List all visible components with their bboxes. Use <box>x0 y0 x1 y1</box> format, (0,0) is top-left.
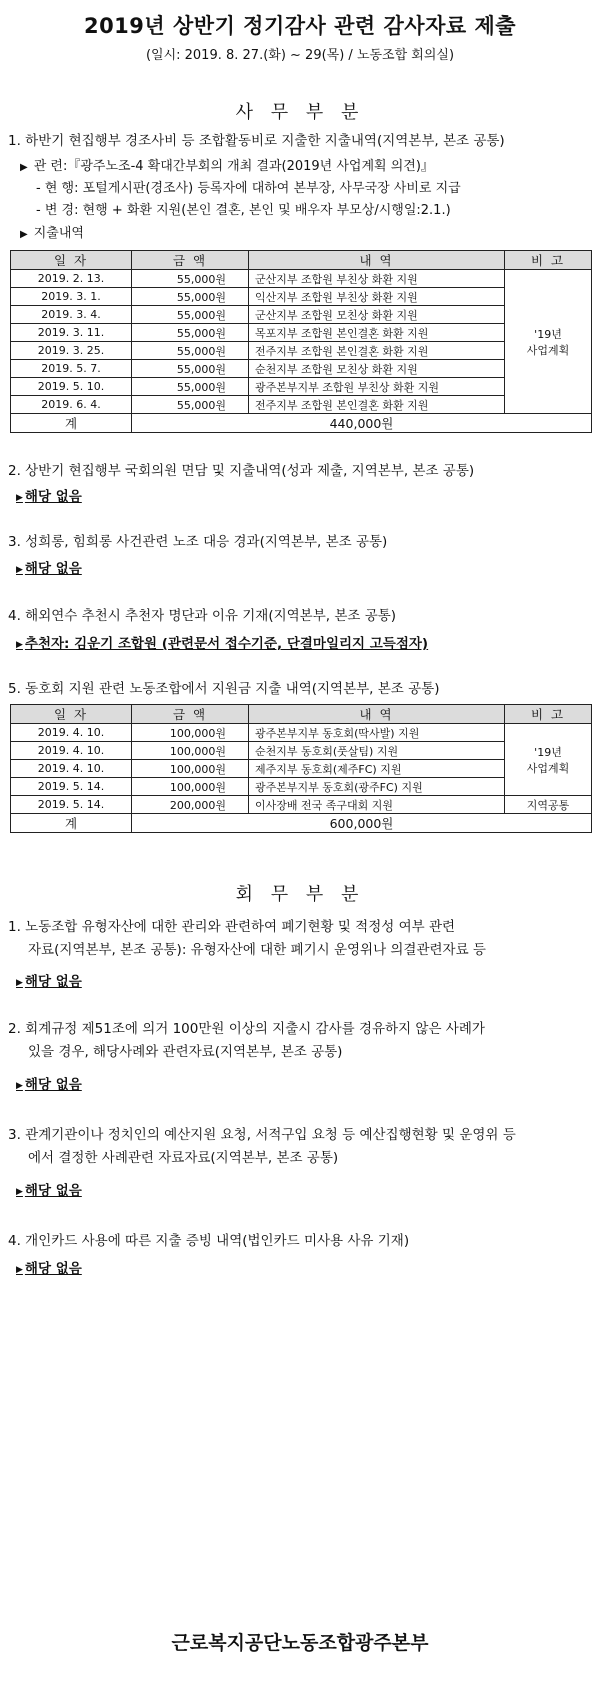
cell-note <box>505 724 592 796</box>
cell-desc: 전주지부 조합원 본인결혼 화환 지원 <box>249 342 505 360</box>
table-row <box>11 778 592 796</box>
total-label: 계 <box>11 814 132 833</box>
item2-answer <box>16 485 82 505</box>
cell-date: 2019. 5. 7. <box>11 360 132 378</box>
item1-list-label-text: 지출내역 <box>33 226 84 241</box>
finance-item2-answer <box>16 1073 82 1093</box>
cell-desc: 제주지부 동호회(제주FC) 지원 <box>249 760 505 778</box>
table-header-row <box>11 251 592 270</box>
table-row <box>11 724 592 742</box>
finance-item3 <box>8 1124 592 1170</box>
finance-item1-line1: 1. 노동조합 유형자산에 대한 관리와 관련하여 폐기현황 및 적정성 여부 관련 <box>8 919 456 935</box>
item4-answer-text: 추천자: 김운기 조합원 (관련문서 접수기준, 단결마일리지 고득점자) <box>24 636 429 652</box>
cell-amount: 100,000원 <box>132 778 249 796</box>
cell-note <box>505 270 592 414</box>
table-row <box>11 378 592 396</box>
item2-answer-text: 해당 없음 <box>24 489 82 505</box>
note-line2: 사업계획 <box>526 343 570 357</box>
cell-desc: 광주본부지부 동호회(딱사발) 지원 <box>249 724 505 742</box>
col-date-header: 일 자 <box>11 705 132 724</box>
triangle-bullet-icon: ▶ <box>16 493 23 503</box>
table-header-row <box>11 705 592 724</box>
item5-heading: 5. 동호회 지원 관련 노동조합에서 지원금 지출 내역(지역본부, 본조 공통) <box>8 681 440 697</box>
cell-desc: 목포지부 조합원 본인결혼 화환 지원 <box>249 324 505 342</box>
cell-desc: 광주본부지부 조합원 부친상 화환 지원 <box>249 378 505 396</box>
cell-note-regional: 지역공통 <box>505 796 592 814</box>
item1-relation <box>20 157 434 178</box>
cell-date: 2019. 5. 14. <box>11 778 132 796</box>
cell-amount: 55,000원 <box>132 288 249 306</box>
finance-item4 <box>8 1230 592 1253</box>
cell-date: 2019. 6. 4. <box>11 396 132 414</box>
cell-desc: 군산지부 조합원 모친상 화환 지원 <box>249 306 505 324</box>
organization-footer: 근로복지공단노동조합광주본부 <box>171 1632 429 1654</box>
cell-desc: 이사장배 전국 족구대회 지원 <box>249 796 505 814</box>
cell-amount: 55,000원 <box>132 324 249 342</box>
table-row <box>11 760 592 778</box>
finance-item3-line1: 3. 관계기관이나 정치인의 예산지원 요청, 서적구입 요청 등 예산집행현황 및 운영위 등 <box>8 1127 516 1143</box>
item1-current: - 현 행: 포털게시판(경조사) 등록자에 대하여 본부장, 사무국장 사비로 지급 <box>36 181 461 196</box>
finance-item4-answer-text: 해당 없음 <box>24 1261 82 1277</box>
finance-item2-answer-text: 해당 없음 <box>24 1077 82 1093</box>
total-value: 600,000원 <box>132 814 592 833</box>
finance-item1-answer-text: 해당 없음 <box>24 974 82 990</box>
expense-table <box>10 250 592 433</box>
table-row <box>11 742 592 760</box>
col-amount-header: 금 액 <box>132 251 249 270</box>
note-line1: '19년 <box>534 745 562 759</box>
finance-item2 <box>8 1018 592 1064</box>
cell-amount: 55,000원 <box>132 306 249 324</box>
item4-answer <box>16 632 428 652</box>
table-row <box>11 288 592 306</box>
table-row <box>11 306 592 324</box>
document-subtitle: (일시: 2019. 8. 27.(화) ~ 29(목) / 노동조합 회의실) <box>145 48 455 63</box>
triangle-bullet-icon: ▶ <box>16 1081 23 1091</box>
cell-amount: 55,000원 <box>132 396 249 414</box>
cell-date: 2019. 4. 10. <box>11 724 132 742</box>
cell-amount: 55,000원 <box>132 378 249 396</box>
item2-heading: 2. 상반기 현집행부 국회의원 면담 및 지출내역(성과 제출, 지역본부, 본조 공통) <box>8 463 475 479</box>
total-label: 계 <box>11 414 132 433</box>
item1-heading: 1. 하반기 현집행부 경조사비 등 조합활동비로 지출한 지출내역(지역본부, 본조 공통) <box>8 133 505 149</box>
finance-item2-line1: 2. 회계규정 제51조에 의거 100만원 이상의 지출시 감사를 경유하지 않은 사례가 <box>8 1021 485 1037</box>
col-desc-header: 내 역 <box>249 251 505 270</box>
finance-item2-line2: 있을 경우, 해당사례와 관련자료(지역본부, 본조 공통) <box>28 1044 343 1060</box>
cell-amount: 200,000원 <box>132 796 249 814</box>
cell-amount: 55,000원 <box>132 270 249 288</box>
table-total-row <box>11 414 592 433</box>
col-note-header: 비 고 <box>505 251 592 270</box>
cell-date: 2019. 3. 25. <box>11 342 132 360</box>
table-total-row <box>11 814 592 833</box>
cell-desc: 전주지부 조합원 본인결혼 화환 지원 <box>249 396 505 414</box>
cell-date: 2019. 3. 4. <box>11 306 132 324</box>
triangle-bullet-icon: ▶ <box>16 1187 23 1197</box>
cell-desc: 광주본부지부 동호회(광주FC) 지원 <box>249 778 505 796</box>
triangle-bullet-icon: ▶ <box>16 565 23 575</box>
note-line2: 사업계획 <box>526 761 570 775</box>
cell-desc: 순천지부 조합원 모친상 화환 지원 <box>249 360 505 378</box>
cell-amount: 100,000원 <box>132 760 249 778</box>
triangle-bullet-icon: ▶ <box>20 162 28 173</box>
cell-date: 2019. 5. 14. <box>11 796 132 814</box>
triangle-bullet-icon: ▶ <box>16 1265 23 1275</box>
table-row <box>11 360 592 378</box>
table-row <box>11 270 592 288</box>
cell-date: 2019. 2. 13. <box>11 270 132 288</box>
section-heading-admin: 사 무 부 분 <box>235 102 365 123</box>
finance-item1 <box>8 916 592 962</box>
cell-amount: 55,000원 <box>132 342 249 360</box>
finance-item4-line1: 4. 개인카드 사용에 따른 지출 증빙 내역(법인카드 미사용 사유 기재) <box>8 1233 410 1249</box>
triangle-bullet-icon: ▶ <box>16 978 23 988</box>
cell-desc: 군산지부 조합원 부친상 화환 지원 <box>249 270 505 288</box>
cell-amount: 100,000원 <box>132 724 249 742</box>
finance-item3-line2: 에서 결정한 사례관련 자료자료(지역본부, 본조 공통) <box>28 1150 339 1166</box>
table-row <box>11 342 592 360</box>
finance-item3-answer <box>16 1179 82 1199</box>
finance-item1-answer <box>16 970 82 990</box>
item3-answer-text: 해당 없음 <box>24 561 82 577</box>
cell-date: 2019. 3. 1. <box>11 288 132 306</box>
section-heading-finance: 회 무 부 분 <box>235 884 365 905</box>
table-row <box>11 796 592 814</box>
table-row <box>11 324 592 342</box>
cell-date: 2019. 4. 10. <box>11 760 132 778</box>
cell-amount: 55,000원 <box>132 360 249 378</box>
total-value: 440,000원 <box>132 414 592 433</box>
finance-item4-answer <box>16 1257 82 1277</box>
col-desc-header: 내 역 <box>249 705 505 724</box>
cell-date: 2019. 5. 10. <box>11 378 132 396</box>
cell-desc: 익산지부 조합원 부친상 화환 지원 <box>249 288 505 306</box>
item1-change: - 변 경: 현행 + 화환 지원(본인 결혼, 본인 및 배우자 부모상/시행일:2.1.) <box>36 203 451 218</box>
col-note-header: 비 고 <box>505 705 592 724</box>
club-support-table <box>10 704 592 833</box>
cell-amount: 100,000원 <box>132 742 249 760</box>
cell-desc: 순천지부 동호회(풋살팀) 지원 <box>249 742 505 760</box>
finance-item3-answer-text: 해당 없음 <box>24 1183 82 1199</box>
cell-date: 2019. 4. 10. <box>11 742 132 760</box>
item1-list-label <box>20 224 84 245</box>
col-amount-header: 금 액 <box>132 705 249 724</box>
table-row <box>11 396 592 414</box>
note-line1: '19년 <box>534 327 562 341</box>
item1-relation-text: 관 련:『광주노조-4 확대간부회의 개최 결과(2019년 사업계획 의견)』 <box>33 159 434 174</box>
triangle-bullet-icon: ▶ <box>20 229 28 240</box>
col-date-header: 일 자 <box>11 251 132 270</box>
item3-answer <box>16 557 82 577</box>
triangle-bullet-icon: ▶ <box>16 640 23 650</box>
item4-heading: 4. 해외연수 추천시 추천자 명단과 이유 기재(지역본부, 본조 공통) <box>8 608 397 624</box>
item3-heading: 3. 성희롱, 힘희롱 사건관련 노조 대응 경과(지역본부, 본조 공통) <box>8 534 388 550</box>
document-title: 2019년 상반기 정기감사 관련 감사자료 제출 <box>83 14 517 38</box>
cell-date: 2019. 3. 11. <box>11 324 132 342</box>
finance-item1-line2: 자료(지역본부, 본조 공통): 유형자산에 대한 폐기시 운영위나 의결관련자료 등 <box>28 942 486 958</box>
